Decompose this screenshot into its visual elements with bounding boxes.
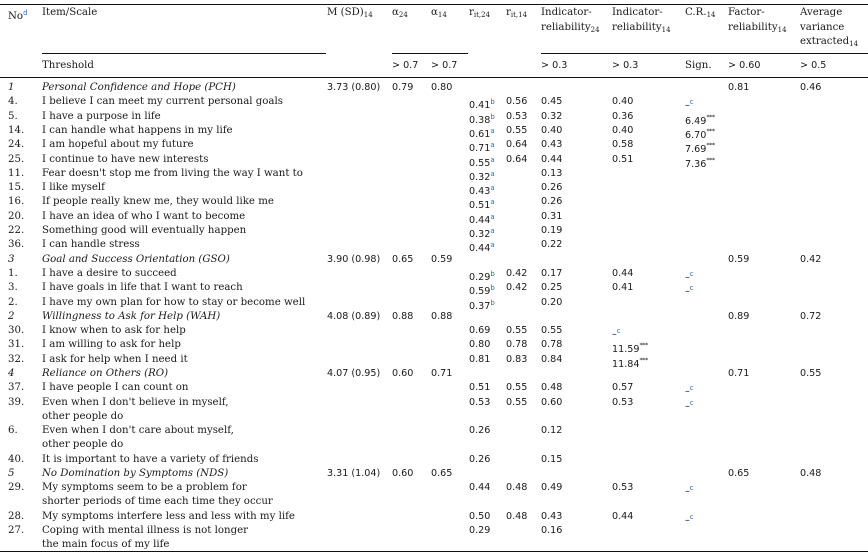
critical-ratio: 6.70*** [685, 126, 715, 141]
footnote-marker: b [490, 112, 495, 121]
item-number: 16. [8, 196, 25, 208]
item-number: 31. [8, 339, 25, 351]
rit-14: 0.55 [506, 124, 528, 136]
scale-name: No Domination by Symptoms (NDS) [42, 468, 229, 480]
indicator-reliability-14: 0.40 [612, 96, 634, 108]
indicator-reliability-24: 0.60 [541, 396, 563, 408]
item-number: 30. [8, 325, 25, 337]
indicator-reliability-14: 11.84*** [612, 355, 648, 370]
rit-24: 0.41$^b$ [469, 98, 495, 112]
rit-24: 0.44$^a$ [469, 241, 495, 255]
indicator-reliability-24: 0.19 [541, 225, 563, 236]
factor-reliability: 0.89 [728, 310, 750, 322]
item-number: 36. [8, 239, 25, 251]
indicator-reliability-24: 0.15 [541, 453, 563, 465]
significance-marker: *** [706, 112, 715, 121]
header-indicator-reliability-14: Indicator- reliability$_{14}$ [612, 7, 671, 34]
indicator-reliability-24: 0.26 [541, 182, 563, 194]
indicator-reliability-24: 0.43 [541, 139, 563, 151]
header-no: No$^d$ [8, 9, 28, 22]
threshold-ir-14: > 0.3 [612, 60, 639, 71]
indicator-reliability-24: 0.84 [541, 353, 563, 365]
indicator-reliability-14: 0.36 [612, 110, 634, 122]
scale-number: 2 [8, 310, 15, 322]
item-text: I have a desire to succeed [42, 267, 177, 279]
rit-24: 0.55$^a$ [469, 155, 495, 169]
footnote-marker: a [490, 155, 495, 164]
header-subrule-indicators [541, 53, 868, 54]
mean-sd: 3.90 (0.98) [327, 253, 381, 265]
footnote-marker: a [490, 198, 495, 207]
item-number: 37. [8, 382, 25, 394]
alpha-14: 0.65 [431, 468, 453, 480]
item-number: 1. [8, 267, 18, 279]
significance-marker: *** [639, 341, 648, 350]
indicator-reliability-24: 0.45 [541, 96, 563, 108]
indicator-reliability-14: 0.53 [612, 482, 634, 494]
indicator-reliability-24: 0.20 [541, 296, 563, 308]
item-text: Even when I don't care about myself, other people do [42, 425, 234, 451]
item-number: 39. [8, 396, 25, 408]
item-text: My symptoms interfere less and less with my life [42, 511, 295, 522]
rit-14: 0.48 [506, 511, 528, 522]
rit-14: 0.55 [506, 396, 528, 408]
critical-ratio: 7.69*** [685, 141, 715, 156]
rit-24: 0.29$^b$ [469, 269, 495, 283]
factor-reliability: 0.71 [728, 368, 750, 379]
indicator-reliability-14: 0.44 [612, 511, 634, 522]
indicator-reliability-24: 0.25 [541, 282, 563, 294]
item-number: 28. [8, 511, 25, 522]
critical-ratio: –$^c$ [685, 398, 694, 412]
rit-24: 0.29 [469, 525, 491, 537]
indicator-reliability-14: 0.44 [612, 267, 634, 279]
rit-24: 0.38$^b$ [469, 112, 495, 126]
item-text: I believe I can meet my current personal goals [42, 96, 283, 108]
significance-marker: *** [706, 126, 715, 135]
critical-ratio: –$^c$ [685, 284, 694, 298]
footnote-marker: b [490, 269, 495, 278]
item-number: 5. [8, 110, 18, 122]
alpha-24: 0.60 [392, 368, 414, 379]
scale-name: Personal Confidence and Hope (PCH) [42, 82, 236, 93]
rit-24: 0.26 [469, 453, 491, 465]
indicator-reliability-24: 0.78 [541, 339, 563, 351]
alpha-14: 0.80 [431, 82, 453, 93]
factor-reliability: 0.59 [728, 253, 750, 265]
scale-name: Goal and Success Orientation (GSO) [42, 253, 230, 265]
rit-24: 0.61$^a$ [469, 126, 495, 140]
item-text: I ask for help when I need it [42, 353, 188, 365]
item-number: 4. [8, 96, 18, 108]
footnote-marker: b [490, 298, 495, 307]
footnote-marker: c [689, 513, 694, 521]
rit-24: 0.44 [469, 482, 491, 494]
item-number: 20. [8, 210, 25, 222]
rit-14: 0.64 [506, 139, 528, 151]
header-average-variance-extracted: Average variance extracted$_{14}$ [800, 7, 859, 48]
indicator-reliability-24: 0.26 [541, 196, 563, 208]
average-variance-extracted: 0.46 [800, 82, 822, 93]
footnote-marker: a [490, 169, 495, 178]
rit-24: 0.32$^a$ [469, 169, 495, 183]
rit-24: 0.81 [469, 353, 491, 365]
rit-24: 0.53 [469, 396, 491, 408]
scale-name: Willingness to Ask for Help (WAH) [42, 310, 221, 322]
alpha-14: 0.71 [431, 368, 453, 379]
rit-24: 0.51$^a$ [469, 198, 495, 212]
rit-24: 0.59$^b$ [469, 284, 495, 298]
critical-ratio: –$^c$ [685, 98, 694, 112]
footnote-marker: a [490, 227, 495, 235]
rit-14: 0.42 [506, 267, 528, 279]
indicator-reliability-24: 0.48 [541, 382, 563, 394]
mean-sd: 4.08 (0.89) [327, 310, 381, 322]
item-text: If people really knew me, they would like me [42, 196, 274, 208]
header-rit-14: $r_{it,14}$ [506, 7, 528, 19]
footnote-marker: c [689, 98, 694, 107]
indicator-reliability-14: 0.57 [612, 382, 634, 394]
footnote-marker: a [490, 126, 495, 135]
item-text: I like myself [42, 182, 105, 194]
average-variance-extracted: 0.55 [800, 368, 822, 379]
critical-ratio: –$^c$ [685, 384, 694, 398]
item-text: Something good will eventually happen [42, 225, 247, 236]
rit-14: 0.78 [506, 339, 528, 351]
footnote-marker: a [490, 241, 495, 250]
item-number: 15. [8, 182, 25, 194]
indicator-reliability-24: 0.17 [541, 267, 563, 279]
header-subrule-item [42, 53, 326, 54]
critical-ratio: 7.36*** [685, 155, 715, 170]
threshold-alpha-14: > 0.7 [431, 60, 458, 71]
scale-number: 4 [8, 368, 15, 379]
indicator-reliability-14: 0.51 [612, 153, 634, 165]
header-critical-ratio: $C.R._{14}$ [685, 7, 716, 19]
mean-sd: 3.73 (0.80) [327, 82, 381, 93]
rit-24: 0.26 [469, 425, 491, 437]
item-number: 25. [8, 153, 25, 165]
item-text: I have people I can count on [42, 382, 189, 394]
item-number: 24. [8, 139, 25, 151]
item-text: I have my own plan for how to stay or become well [42, 296, 306, 308]
item-text: It is important to have a variety of friends [42, 453, 259, 465]
threshold-alpha-24: > 0.7 [392, 60, 419, 71]
item-number: 27. [8, 525, 25, 537]
rit-24: 0.71$^a$ [469, 141, 495, 155]
scale-number: 5 [8, 468, 15, 480]
item-text: Fear doesn't stop me from living the way I want to [42, 167, 303, 179]
indicator-reliability-24: 0.31 [541, 210, 563, 222]
rit-14: 0.55 [506, 325, 528, 337]
indicator-reliability-24: 0.44 [541, 153, 563, 165]
item-text: I have goals in life that I want to reach [42, 282, 243, 294]
average-variance-extracted: 0.42 [800, 253, 822, 265]
indicator-reliability-14: 0.40 [612, 124, 634, 136]
indicator-reliability-14: –$^c$ [612, 327, 621, 341]
rit-14: 0.53 [506, 110, 528, 122]
indicator-reliability-14: 11.59*** [612, 341, 648, 356]
scale-number: 3 [8, 253, 15, 265]
scale-name: Reliance on Others (RO) [42, 368, 169, 379]
item-number: 32. [8, 353, 25, 365]
item-number: 14. [8, 124, 25, 136]
header-indicator-reliability-24: Indicator- reliability$_{24}$ [541, 7, 600, 34]
threshold-factor-reliability: > 0.60 [728, 60, 761, 71]
rit-24: 0.51 [469, 382, 491, 394]
item-text: I have a purpose in life [42, 110, 161, 122]
indicator-reliability-24: 0.13 [541, 167, 563, 179]
item-number: 11. [8, 167, 25, 179]
footnote-marker: c [616, 327, 621, 336]
header-subrule-alpha [392, 53, 468, 54]
critical-ratio: 6.49*** [685, 112, 715, 127]
alpha-14: 0.59 [431, 253, 453, 265]
item-number: 29. [8, 482, 25, 494]
mean-sd: 3.31 (1.04) [327, 468, 381, 480]
item-number: 2. [8, 296, 18, 308]
footnote-marker: a [490, 141, 495, 150]
item-text: I am hopeful about my future [42, 139, 194, 151]
indicator-reliability-24: 0.43 [541, 511, 563, 522]
header-item-scale: Item/Scale [42, 7, 98, 18]
item-number: 6. [8, 425, 18, 437]
indicator-reliability-14: 0.53 [612, 396, 634, 408]
rit-24: 0.44$^a$ [469, 212, 495, 226]
header-factor-reliability: Factor- reliability$_{14}$ [728, 7, 787, 34]
threshold-ave: > 0.5 [800, 60, 827, 71]
item-text: My symptoms seem to be a problem for shorter periods of time each time they occur [42, 482, 273, 508]
footnote-marker: c [689, 384, 694, 393]
indicator-reliability-24: 0.40 [541, 124, 563, 136]
footnote-marker: c [689, 398, 694, 407]
item-text: I am willing to ask for help [42, 339, 181, 351]
header-rit-24: $r_{it,24}$ [469, 7, 491, 19]
average-variance-extracted: 0.48 [800, 468, 822, 480]
item-text: I know when to ask for help [42, 325, 186, 337]
rit-24: 0.80 [469, 339, 491, 351]
indicator-reliability-24: 0.32 [541, 110, 563, 122]
rit-24: 0.50 [469, 511, 491, 522]
rit-24: 0.69 [469, 325, 491, 337]
critical-ratio: –$^c$ [685, 484, 694, 498]
alpha-24: 0.65 [392, 253, 414, 265]
item-text: Even when I don't believe in myself, other people do [42, 396, 229, 422]
item-text: Coping with mental illness is not longer the main focus of my life [42, 525, 248, 551]
footnote-marker: c [689, 484, 694, 493]
rit-14: 0.64 [506, 153, 528, 165]
alpha-24: 0.60 [392, 468, 414, 480]
rit-14: 0.83 [506, 353, 528, 365]
indicator-reliability-24: 0.12 [541, 425, 563, 437]
indicator-reliability-24: 0.55 [541, 325, 563, 337]
threshold-ir-24: > 0.3 [541, 60, 568, 71]
factor-reliability: 0.81 [728, 82, 750, 93]
header-bottom-rule [0, 77, 868, 78]
item-number: 22. [8, 225, 25, 236]
footnote-marker: a [490, 212, 495, 221]
rit-24: 0.32$^a$ [469, 227, 495, 240]
rit-24: 0.37$^b$ [469, 298, 495, 312]
rit-14: 0.55 [506, 382, 528, 394]
alpha-14: 0.88 [431, 310, 453, 322]
alpha-24: 0.79 [392, 82, 414, 93]
rit-14: 0.48 [506, 482, 528, 494]
footnote-marker: c [689, 284, 694, 293]
item-number: 40. [8, 453, 25, 465]
rit-14: 0.56 [506, 96, 528, 108]
indicator-reliability-24: 0.49 [541, 482, 563, 494]
header-alpha-14: $\alpha_{14}$ [431, 7, 447, 19]
item-number: 3. [8, 282, 18, 294]
critical-ratio: –$^c$ [685, 269, 694, 283]
average-variance-extracted: 0.72 [800, 310, 822, 322]
threshold-cr: Sign. [685, 60, 712, 71]
alpha-24: 0.88 [392, 310, 414, 322]
significance-marker: *** [706, 141, 715, 150]
item-text: I can handle stress [42, 239, 140, 251]
header-alpha-24: $\alpha_{24}$ [392, 7, 408, 19]
indicator-reliability-24: 0.22 [541, 239, 563, 251]
footnote-marker: a [490, 184, 495, 193]
factor-reliability: 0.65 [728, 468, 750, 480]
indicator-reliability-24: 0.16 [541, 525, 563, 537]
item-text: I can handle what happens in my life [42, 124, 233, 136]
indicator-reliability-14: 0.41 [612, 282, 634, 294]
indicator-reliability-14: 0.58 [612, 139, 634, 151]
significance-marker: *** [639, 355, 648, 364]
mean-sd: 4.07 (0.95) [327, 368, 381, 379]
footnote-marker: c [689, 269, 694, 278]
rit-14: 0.42 [506, 282, 528, 294]
item-text: I continue to have new interests [42, 153, 209, 165]
item-text: I have an idea of who I want to become [42, 210, 246, 222]
footnote-marker: b [490, 284, 495, 293]
top-rule [0, 4, 868, 5]
significance-marker: *** [706, 155, 715, 164]
header-mean-sd: M $(SD)_{14}$ [327, 7, 373, 19]
critical-ratio: –$^c$ [685, 513, 694, 526]
rit-24: 0.43$^a$ [469, 184, 495, 198]
footnote-marker: b [490, 98, 495, 107]
threshold-label: Threshold [42, 60, 94, 71]
scale-number: 1 [8, 82, 15, 93]
